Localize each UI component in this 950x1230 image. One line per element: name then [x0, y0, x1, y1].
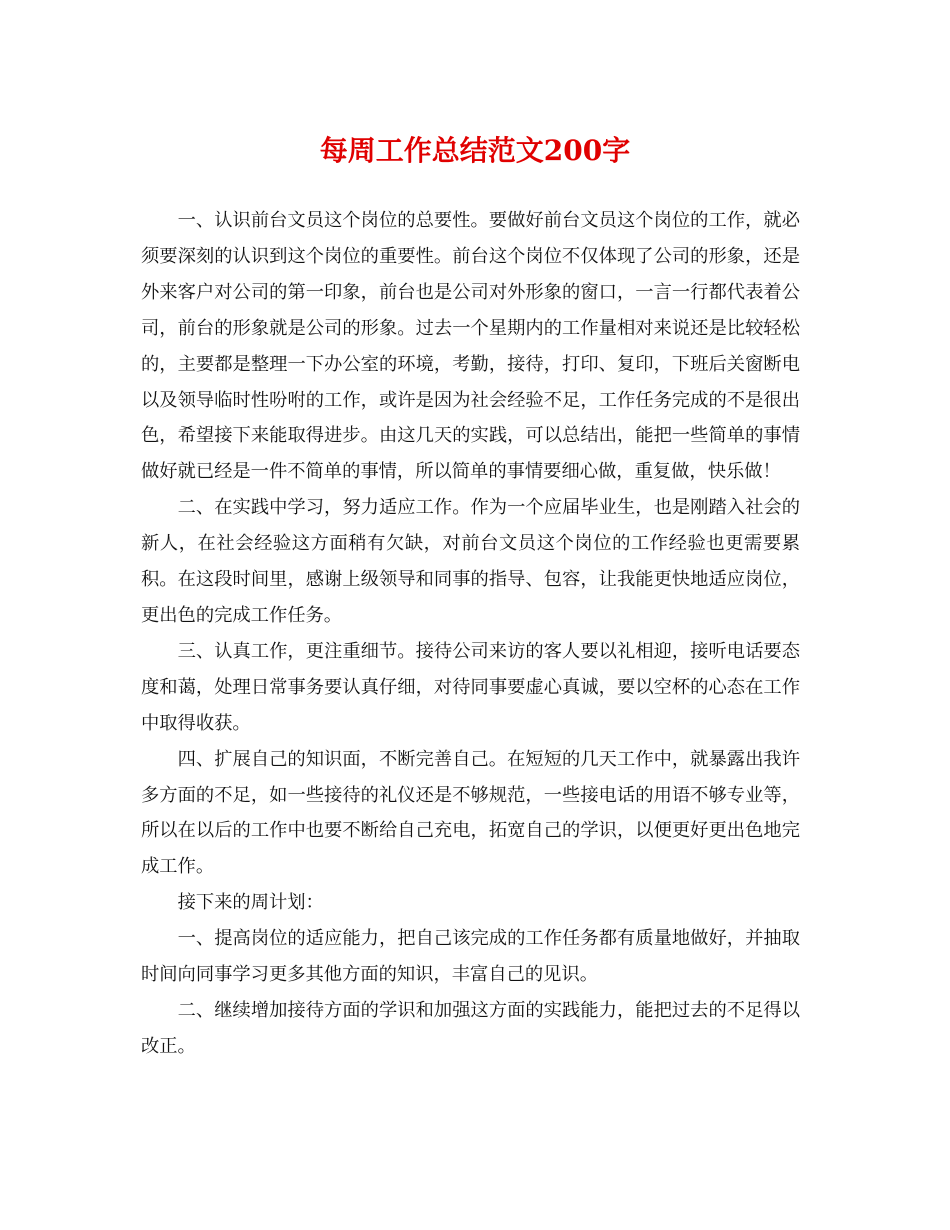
paragraph-4: 四、扩展自己的知识面，不断完善自己。在短短的几天工作中，就暴露出我许多方面的不足，如一些接待的礼仪还是不够规范，一些接电话的用语不够专业等，所以在以后的工作中也要不断给自己充电，拓宽自己的学识，以便更好更出色地完成工作。 — [141, 748, 800, 878]
document-title: 每周工作总结范文200字 — [319, 134, 631, 167]
paragraph-5: 接下来的周计划： — [177, 892, 324, 914]
paragraph-3: 三、认真工作，更注重细节。接待公司来访的客人要以礼相迎，接听电话要态度和蔼，处理日常事务要认真仔细，对待同事要虚心真诚，要以空杯的心态在工作中取得收获。 — [141, 640, 800, 734]
paragraph-7: 二、继续增加接待方面的学识和加强这方面的实践能力，能把过去的不足得以改正。 — [141, 999, 800, 1057]
paragraph-1: 一、认识前台文员这个岗位的总要性。要做好前台文员这个岗位的工作，就必须要深刻的认识到这个岗位的重要性。前台这个岗位不仅体现了公司的形象，还是外来客户对公司的第一印象，前台也是公司对外形象的窗口，一言一行都代表着公司，前台的形象就是公司的形象。过去一个星期内的工作量相对来说还是比较轻松的，主要都是整理一下办公室的环境，考勤，接待，打印、复印，下班后关窗断电以及领导临时性吩咐的工作，或许是因为社会经验不足，工作任务完成的不是很出色，希望接下来能取得进步。由这几天的实践，可以总结出，能把一些简单的事情做好就已经是一件不简单的事情，所以简单的事情要细心做，重复做，快乐做！ — [141, 210, 800, 483]
paragraph-6: 一、提高岗位的适应能力，把自己该完成的工作任务都有质量地做好，并抽取时间向同事学习更多其他方面的知识，丰富自己的见识。 — [141, 928, 800, 986]
document-body — [141, 203, 800, 1065]
paragraph-2: 二、在实践中学习，努力适应工作。作为一个应届毕业生，也是刚踏入社会的新人，在社会经验这方面稍有欠缺，对前台文员这个岗位的工作经验也更需要累积。在这段时间里，感谢上级领导和同事的指导、包容，让我能更快地适应岗位，更出色的完成工作任务。 — [141, 497, 800, 626]
